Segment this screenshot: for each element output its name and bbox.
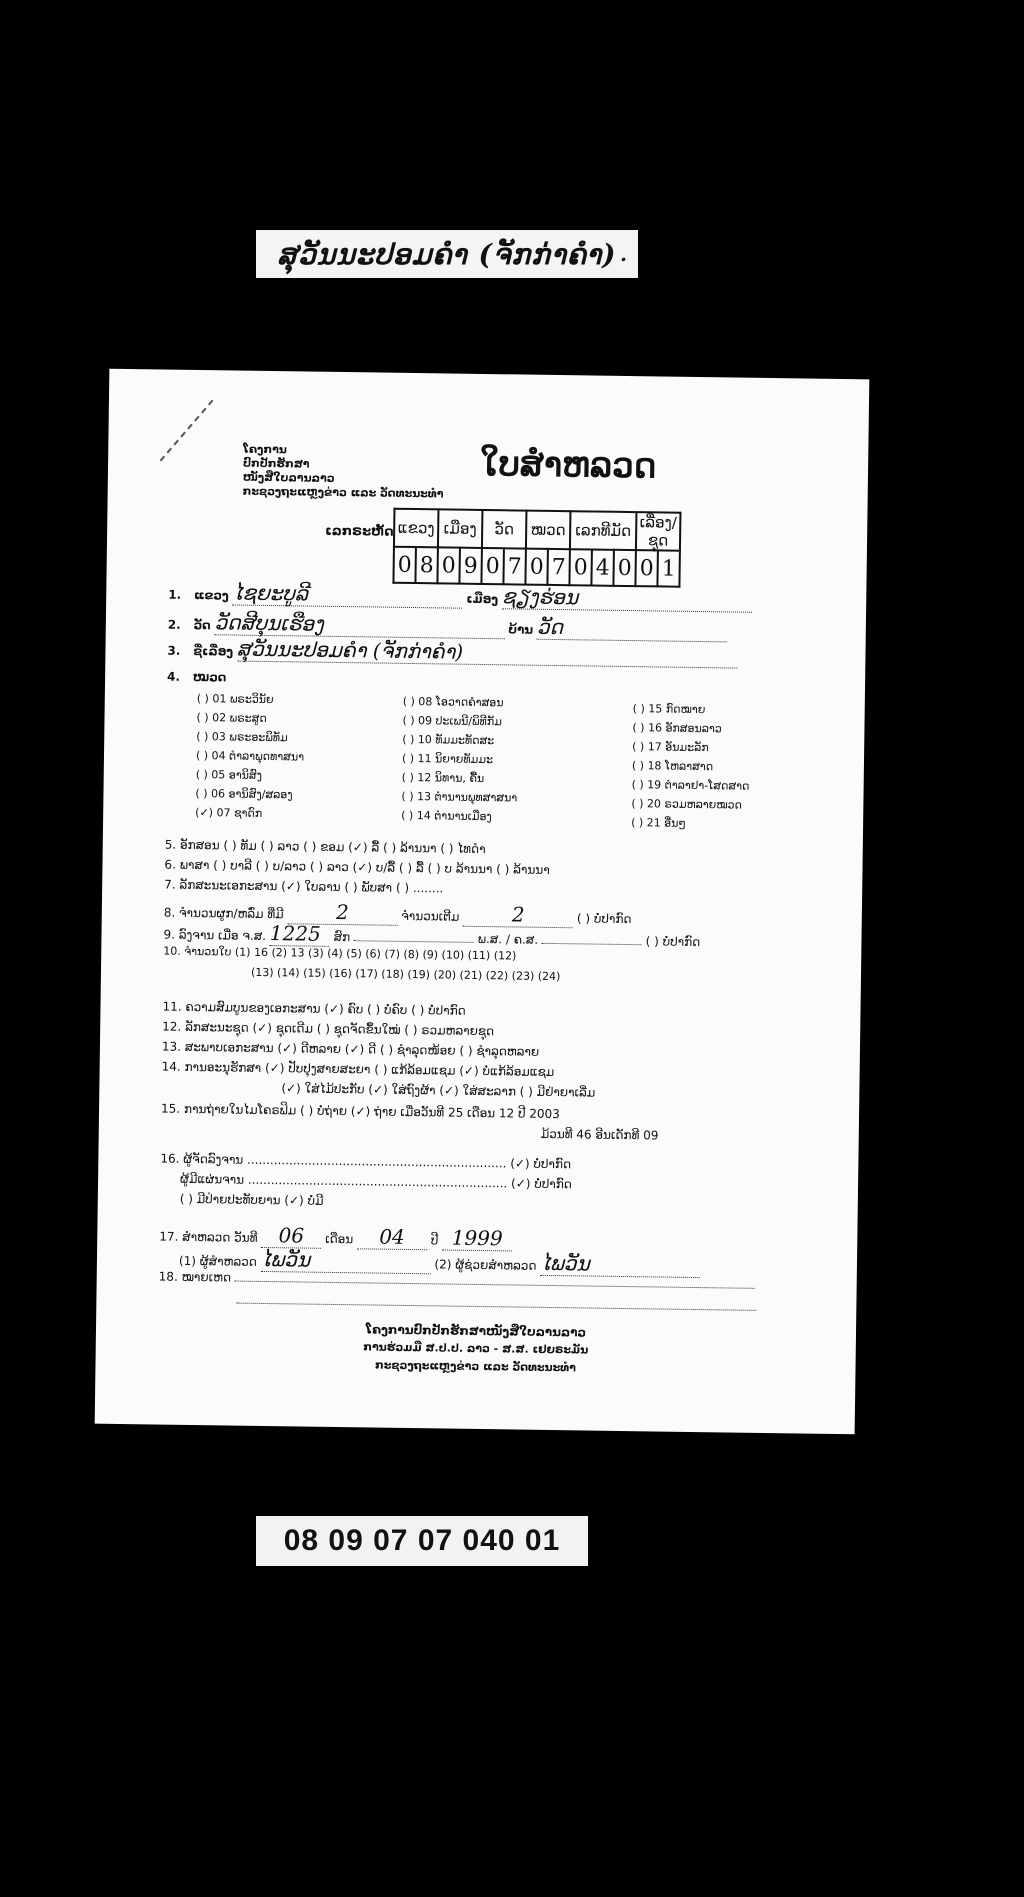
code-digit: 7 (503, 548, 526, 584)
code-label: ເລກຣະຫັດ (325, 523, 394, 540)
remarks-dots (235, 1281, 755, 1289)
field-label: ເມືອງ (466, 591, 499, 607)
field-script: 5. ອັກສອນ ( ) ທັມ ( ) ລາວ ( ) ຂອມ (✓) ລື້ ( ) ລ້ານນາ ( ) ໄທດຳ (164, 837, 486, 857)
be-ad-dots (542, 943, 642, 945)
category-option: ( ) 11 ນິຍາຍທັມມະ (401, 751, 494, 767)
survey-date-label: 17. ສຳຫລວດ ວັນທີ (159, 1229, 258, 1245)
category-option: ( ) 20 ຣວມຫລາຍໝວດ (631, 797, 743, 812)
fascicles-value: 2 (287, 899, 397, 926)
code-digit: 4 (591, 550, 614, 586)
year-label: ປີ (430, 1233, 439, 1248)
code-digit: 7 (547, 549, 570, 585)
category-option: ( ) 06 ອານິສົງ/ສລອງ (195, 786, 293, 802)
code-banner: 08 09 07 07 040 01 (256, 1516, 588, 1566)
field-number: 3. (167, 643, 181, 658)
title-strip-text: ສຸວັນນະປອມຄຳ (ຈັກກ່າຄຳ) (277, 237, 617, 271)
category-option: ( ) 01 ພຣະວິນັຍ (196, 691, 274, 707)
be-ad-label: ພ.ສ. / ຄ.ສ. (477, 931, 539, 947)
field-conservation: 14. ການອະນຸຮັກສາ (✓) ປັບປຸງສາຍສະຍາ ( ) ແກ້ລ້ອມແຊມ (✓) ບໍ່ແກ້ລ້ອມແຊມ (161, 1059, 555, 1080)
era-dots (354, 940, 474, 943)
footer-line: ໂຄງການປົກປັກຮັກສາໜັງສືໃບລານລາວ (365, 1322, 587, 1340)
field-set-type: 12. ລັກສະນະຊຸດ (✓) ຊຸດເດີມ ( ) ຊຸດຈັດຂຶ້ນໃໝ່ ( ) ຣວມຫລາຍຊຸດ (162, 1019, 495, 1039)
field-microfilm-cont: ມ້ວນທີ 46 ອີນເດັກທີ 09 (540, 1126, 659, 1143)
field-label: ບ້ານ (508, 622, 534, 637)
fascicles-unknown: ( ) ບໍ່ປາກົດ (576, 911, 632, 927)
code-digit: 0 (393, 547, 416, 583)
category-option: ( ) 09 ປະເພນີ/ພິທີກັມ (402, 713, 502, 729)
category-option: ( ) 10 ທັມມະທັດສະ (402, 732, 495, 748)
field-label: ວັດ (193, 617, 211, 633)
field-condition: 13. ສະພາບເອກະສານ (✓) ດີຫລາຍ (✓) ດີ ( ) ຊຳລຸດໜ້ອຍ ( ) ຊຳລຸດຫລາຍ (161, 1039, 540, 1059)
remarks-dots (236, 1303, 756, 1311)
field-number: 1. (168, 587, 182, 602)
surveyor-label: (1) ຜູ້ສຳຫລວດ (178, 1253, 257, 1269)
field-completeness: 11. ຄວາມສົມບູນຂອງເອກະສານ (✓) ຄົບ ( ) ບໍ່ຄົບ ( ) ບໍ່ປາກົດ (162, 999, 466, 1018)
code-digit: 0 (635, 550, 658, 586)
title-strip-dot: . (620, 242, 628, 266)
field-seal: ( ) ມີປ່າຍປະທັບຍານ (✓) ບໍ່ມີ (179, 1191, 324, 1208)
date-label: 9. ລົງຈານ ເມື່ອ ຈ.ສ. (163, 927, 267, 943)
code-digit: 1 (657, 550, 680, 586)
office-line: ກະຊວງຖະແຫຼງຂ່າວ ແລະ ວັດທະນະທຳ (242, 484, 444, 501)
category-option: ( ) 13 ຕຳນານພຸທສາສນາ (401, 789, 518, 805)
category-option: ( ) 08 ໂອວາດຄຳສອນ (402, 694, 504, 710)
category-option: ( ) 21 ອື່ນໆ (631, 816, 686, 830)
field-sponsor: ຜູ້ມີແຜ່ນຈານ .................................................................... (✓) ບໍ່ປາກົດ (180, 1171, 572, 1192)
field-leaves-cont: (13) (14) (15) (16) (17) (18) (19) (20) (21) (22) (23) (24) (250, 965, 561, 984)
field-scribe: 16. ຜູ້ຈັດລົງຈານ .................................................................... (✓) ບໍ່ປາກົດ (160, 1151, 572, 1172)
category-option: ( ) 19 ຕຳລາຢາ-ໂສດສາດ (631, 778, 750, 793)
survey-month-value: 04 (357, 1224, 427, 1250)
field-conservation-cont: (✓) ໃສ່ໄມ້ປະກັບ (✓) ໃສ່ຖົງຜ້າ (✓) ໃສ່ສະລາກ ( ) ມີຢ່າຍາເລີ່ມ (281, 1081, 596, 1100)
remarks-label: 18. ໝາຍເຫດ (158, 1269, 232, 1285)
category-option: ( ) 02 ພຣະສູດ (196, 710, 267, 725)
office-header (243, 443, 445, 502)
footer-line: ການຮ່ວມມື ສ.ປ.ປ. ລາວ - ສ.ສ. ເຢຍຣະມັນ (363, 1340, 589, 1357)
category-option: ( ) 18 ໂຫລາສາດ (631, 759, 714, 774)
field-number: 4. (167, 669, 181, 684)
code-header: ເລື່ອງ/ຊຸດ (636, 512, 681, 551)
category-option: ( ) 17 ອັນມະລັກ (632, 740, 709, 755)
code-digit: 0 (437, 547, 460, 583)
fascicles-label: 8. ຈຳນວນຜູກ/ຫລົ່ມ ທີ່ມີ (163, 905, 284, 922)
code-digit: 0 (525, 549, 548, 585)
category-option: (✓) 07 ຊາດົກ (195, 805, 263, 820)
assistant-label: (2) ຜູ້ຊ່ວຍສຳຫລວດ (434, 1257, 537, 1273)
category-option: ( ) 03 ພຣະອະພິທັມ (196, 729, 288, 745)
province-value: ໄຊຍະບູລີ (232, 580, 462, 608)
office-line: ໜັງສືໃບລານລາວ (242, 470, 335, 485)
code-header: ວັດ (482, 510, 527, 549)
category-option: ( ) 14 ຕຳນານເມືອງ (401, 808, 492, 824)
month-label: ເດືອນ (325, 1231, 354, 1247)
survey-day-value: 06 (261, 1223, 321, 1249)
field-category (167, 670, 226, 685)
code-table (392, 508, 681, 588)
footer-line: ກະຊວງຖະແຫຼງຂ່າວ ແລະ ວັດທະນະທຳ (375, 1358, 577, 1375)
field-label: ແຂວງ (193, 587, 229, 603)
field-language: 6. ພາສາ ( ) ບາລີ ( ) ບ/ລາວ ( ) ລາວ (✓) ບ/ລື້ ( ) ລື້ ( ) ບ ລ້ານນາ ( ) ລ້ານນາ (164, 857, 550, 877)
code-digit: 0 (569, 549, 592, 585)
surveyor-value: ໄພວັນ (261, 1247, 431, 1274)
code-digit: 0 (613, 550, 636, 586)
district-value: ຊຽງຮ່ອນ (502, 584, 752, 612)
village-value: ວັດ (537, 615, 727, 643)
category-option: ( ) 12 ນິທານ, ຄື້ນ (401, 770, 485, 786)
field-number: 2. (167, 617, 181, 632)
category-option: ( ) 15 ກົດໝາຍ (632, 702, 706, 717)
field-leaves: 10. ຈຳນວນໃບ (1) 16 (2) 13 (3) (4) (5) (6) (7) (8) (9) (10) (11) (12) (163, 944, 517, 963)
code-header: ເມືອງ (438, 509, 483, 548)
assistant-value: ໄພວັນ (540, 1251, 700, 1278)
survey-year-value: 1999 (442, 1225, 512, 1251)
office-line: ໂຄງການ (243, 442, 287, 457)
fascicles-full-value: 2 (463, 902, 573, 929)
date-unknown: ( ) ບໍ່ປາກົດ (645, 934, 701, 950)
era-label: ສົກ (333, 929, 351, 945)
field-label: ຊື່ເລື່ອງ (193, 643, 234, 659)
title-strip (256, 230, 638, 278)
survey-sheet (95, 369, 870, 1435)
field-label: ໝວດ (192, 669, 227, 685)
category-option: ( ) 05 ອານິສົງ (195, 767, 263, 782)
code-digit: 9 (459, 548, 482, 584)
doc-title: ໃບສຳຫລວດ (479, 443, 657, 487)
field-microfilm: 15. ການຖ່າຍໃນໄມໂຄຣຟິມ ( ) ບໍ່ຖ່າຍ (✓) ຖ່າຍ ເມື່ອວັນທີ 25 ເດືອນ 12 ປີ 2003 (160, 1101, 560, 1122)
manuscript-title-value: ສຸວັນນະປອມຄຳ (ຈັກກ່າຄຳ) (237, 637, 737, 669)
category-option: ( ) 04 ຕຳລາພຸດທາສນາ (195, 748, 305, 764)
office-line: ປົກປັກຮັກສາ (243, 456, 310, 471)
field-material: 7. ລັກສະນະເອກະສານ (✓) ໃບລານ ( ) ພັບສາ ( ) ........ (164, 877, 444, 896)
remarks-line (236, 1293, 756, 1314)
temple-value: ວັດສີບຸນເຮືອງ (214, 610, 504, 639)
code-digit: 8 (415, 547, 438, 583)
cs-year-value: 1225 (270, 921, 330, 947)
code-header: ແຂວງ (394, 509, 439, 548)
fascicles-full-label: ຈຳນວນເຕີມ (401, 908, 460, 924)
code-digit: 0 (481, 548, 504, 584)
code-header: ໝວດ (526, 511, 571, 550)
category-option: ( ) 16 ອັກສອນລາວ (632, 721, 722, 736)
code-header: ເລກທີມັດ (570, 511, 637, 550)
